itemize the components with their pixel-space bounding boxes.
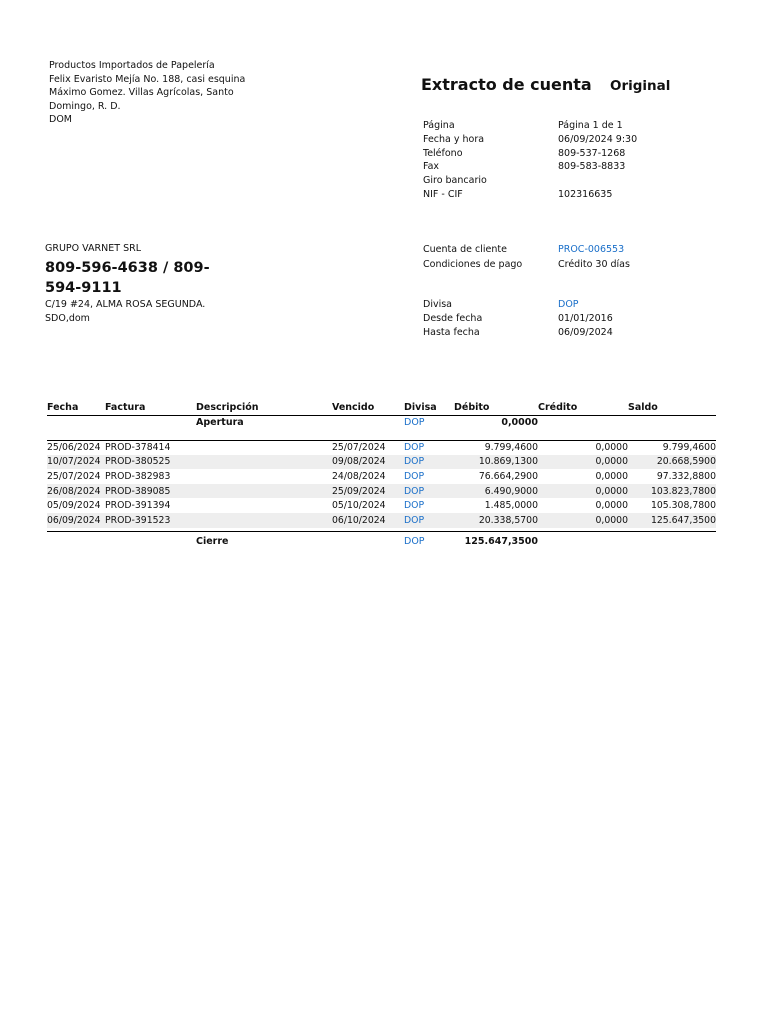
col-header-description: Descripción [196, 401, 332, 415]
transaction-rows [47, 440, 716, 528]
opening-label: Apertura [196, 417, 244, 429]
table-row [47, 498, 716, 513]
info-label: Giro bancario [423, 175, 487, 187]
currency-period-info [423, 298, 723, 339]
opening-row [47, 415, 716, 430]
cell-debit: 10.869,1300 [454, 455, 538, 470]
cell-balance: 103.823,7800 [628, 484, 716, 499]
cell-due-date: 06/10/2024 [332, 513, 404, 528]
info-label: Hasta fecha [423, 326, 480, 338]
closing-debit-total: 125.647,3500 [464, 536, 538, 548]
company-country: DOM [49, 114, 72, 125]
info-value: Crédito 30 días [558, 259, 630, 270]
cell-currency-link[interactable]: DOP [404, 470, 425, 482]
info-value: Página 1 de 1 [558, 120, 623, 131]
cell-due-date: 09/08/2024 [332, 455, 404, 470]
cell-due-date: 25/09/2024 [332, 484, 404, 499]
table-row [47, 455, 716, 470]
info-label: NIF - CIF [423, 188, 463, 200]
cell-date: 25/07/2024 [47, 470, 101, 482]
info-label: Desde fecha [423, 312, 483, 324]
cell-credit: 0,0000 [538, 484, 628, 499]
cell-debit: 20.338,5700 [454, 513, 538, 528]
cell-date: 06/09/2024 [47, 513, 105, 528]
table-row [47, 440, 716, 455]
table-header-row [47, 401, 716, 415]
cell-due-date: 24/08/2024 [332, 470, 386, 482]
info-row-fax [423, 160, 723, 174]
info-row-customer-account [423, 242, 723, 257]
col-header-due-date: Vencido [332, 401, 404, 415]
cell-credit: 0,0000 [595, 442, 628, 454]
cell-credit: 0,0000 [595, 500, 628, 512]
info-label: Página [423, 120, 455, 131]
customer-address-line: SDO,dom [45, 312, 90, 324]
document-title: Extracto de cuenta [421, 75, 592, 94]
document-copy-label: Original [610, 78, 671, 94]
cell-date: 10/07/2024 [47, 455, 105, 470]
cell-credit: 0,0000 [538, 455, 628, 470]
info-label: Cuenta de cliente [423, 244, 507, 255]
info-row-to-date [423, 326, 723, 340]
info-value: 01/01/2016 [558, 312, 613, 324]
info-label: Fax [423, 161, 440, 173]
info-value: 06/09/2024 9:30 [558, 133, 638, 145]
cell-balance: 125.647,3500 [628, 513, 716, 528]
info-row-bank-transfer [423, 174, 723, 188]
info-value: 809-583-8833 [558, 161, 626, 173]
closing-currency-link[interactable]: DOP [404, 536, 425, 548]
statement-info [423, 119, 723, 202]
cell-invoice: PROD-391394 [105, 500, 171, 512]
customer-account-link[interactable]: PROC-006553 [558, 244, 625, 255]
info-row-phone [423, 147, 723, 161]
table-divider [47, 430, 716, 440]
table-row [47, 513, 716, 528]
info-label: Fecha y hora [423, 133, 485, 145]
cell-debit: 9.799,4600 [484, 442, 538, 454]
cell-invoice: PROD-378414 [105, 442, 171, 454]
cell-currency-link[interactable]: DOP [404, 513, 454, 528]
cell-balance: 20.668,5900 [628, 455, 716, 470]
company-address-line: Máximo Gomez. Villas Agrícolas, Santo [49, 87, 234, 98]
customer-address-line: C/19 #24, ALMA ROSA SEGUNDA. [45, 299, 206, 310]
cell-debit: 6.490,9000 [454, 484, 538, 499]
table-row [47, 484, 716, 499]
info-row-from-date [423, 312, 723, 326]
cell-debit: 1.485,0000 [484, 500, 538, 512]
info-row-page [423, 119, 723, 133]
cell-credit: 0,0000 [538, 513, 628, 528]
cell-invoice: PROD-389085 [105, 484, 196, 499]
cell-invoice: PROD-382983 [105, 470, 171, 482]
info-value: 102316635 [558, 188, 613, 200]
company-address-line: Felix Evaristo Mejía No. 188, casi esquina [49, 73, 246, 85]
customer-name: GRUPO VARNET SRL [45, 243, 141, 254]
customer-block [45, 242, 245, 325]
company-address-block [49, 59, 245, 127]
info-value: 809-537-1268 [558, 147, 626, 159]
cell-date: 05/09/2024 [47, 500, 101, 512]
cell-due-date: 25/07/2024 [332, 442, 386, 454]
table-row [47, 469, 716, 484]
info-label: Condiciones de pago [423, 259, 523, 270]
col-header-credit: Crédito [538, 401, 628, 415]
cell-currency-link[interactable]: DOP [404, 455, 454, 470]
cell-balance: 9.799,4600 [662, 442, 716, 454]
customer-account-info [423, 242, 723, 272]
col-header-invoice: Factura [105, 401, 196, 415]
col-header-balance: Saldo [628, 401, 716, 415]
opening-currency-link[interactable]: DOP [404, 417, 425, 429]
cell-balance: 105.308,7800 [650, 500, 716, 512]
col-header-currency: Divisa [404, 401, 454, 415]
info-label: Divisa [423, 299, 452, 310]
customer-phone: 809-596-4638 / 809-594-9111 [45, 260, 210, 296]
info-value: 06/09/2024 [558, 326, 613, 338]
company-name: Productos Importados de Papelería [49, 60, 215, 71]
cell-balance: 97.332,8800 [656, 470, 716, 482]
cell-invoice: PROD-391523 [105, 513, 196, 528]
closing-row [47, 532, 716, 552]
cell-date: 25/06/2024 [47, 442, 101, 454]
closing-label: Cierre [196, 536, 229, 548]
cell-due-date: 05/10/2024 [332, 500, 386, 512]
transactions-table [47, 401, 716, 552]
col-header-debit: Débito [454, 401, 538, 415]
col-header-date: Fecha [47, 401, 105, 415]
cell-credit: 0,0000 [595, 470, 628, 482]
info-row-datetime [423, 133, 723, 147]
currency-link[interactable]: DOP [558, 299, 579, 310]
cell-invoice: PROD-380525 [105, 455, 196, 470]
info-row-payment-terms [423, 257, 723, 272]
cell-currency-link[interactable]: DOP [404, 442, 425, 454]
company-address-line: Domingo, R. D. [49, 100, 121, 112]
cell-currency-link[interactable]: DOP [404, 484, 454, 499]
cell-debit: 76.664,2900 [478, 470, 538, 482]
info-row-tax-id [423, 188, 723, 202]
cell-currency-link[interactable]: DOP [404, 500, 425, 512]
opening-debit: 0,0000 [501, 417, 538, 429]
info-row-currency [423, 298, 723, 312]
info-label: Teléfono [423, 147, 463, 159]
cell-date: 26/08/2024 [47, 484, 105, 499]
